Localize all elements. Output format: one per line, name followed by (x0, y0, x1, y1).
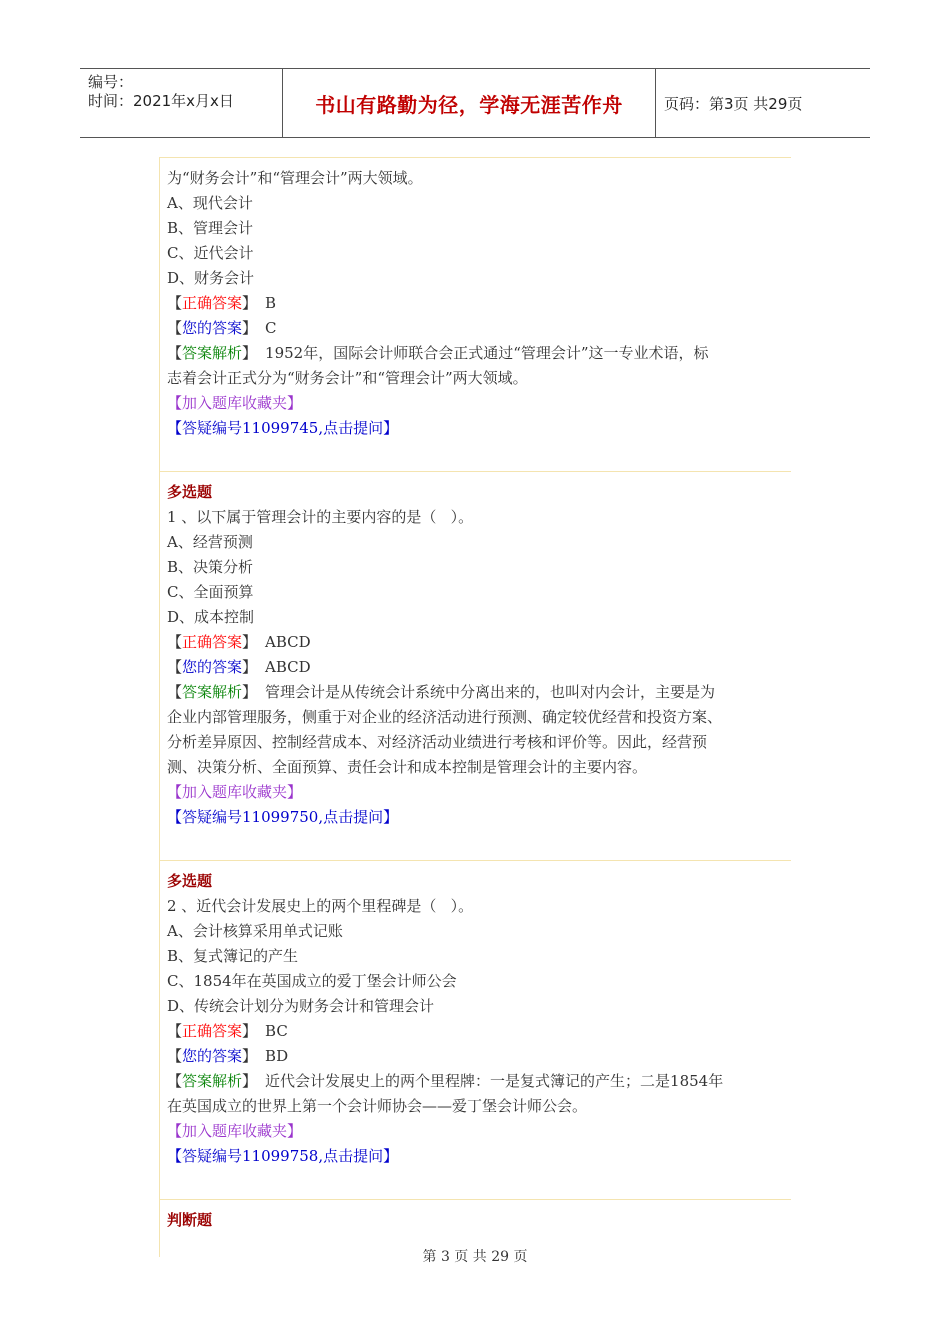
your-answer-row: 【您的答案】 C (167, 319, 277, 337)
correct-answer-label: 正确答案 (182, 294, 243, 312)
explanation-label: 答案解析 (182, 683, 243, 701)
option-c: C、1854年在英国成立的爱丁堡会计师公会 (167, 972, 457, 990)
ask-question-link[interactable]: 【答疑编号11099745,点击提问】 (167, 419, 399, 437)
explanation-row: 【答案解析】 管理会计是从传统会计系统中分离出来的，也叫对内会计，主要是为 (167, 683, 716, 701)
add-to-favorites-link[interactable]: 【加入题库收藏夹】 (167, 783, 303, 801)
explanation-text: 管理会计是从传统会计系统中分离出来的，也叫对内会计，主要是为 (265, 683, 716, 701)
your-answer-value: ABCD (265, 658, 311, 676)
page-header (80, 68, 870, 138)
your-answer-row: 【您的答案】 BD (167, 1047, 289, 1065)
option-d: D、财务会计 (167, 269, 255, 287)
option-b: B、复式簿记的产生 (167, 947, 299, 965)
option-b: B、决策分析 (167, 558, 254, 576)
explanation-text: 1952年，国际会计师联合会正式通过“管理会计”这一专业术语，标 (265, 344, 709, 362)
correct-answer-value: ABCD (265, 633, 311, 651)
add-to-favorites-link[interactable]: 【加入题库收藏夹】 (167, 1122, 303, 1140)
explanation-row: 【答案解析】 1952年，国际会计师联合会正式通过“管理会计”这一专业术语，标 (167, 344, 709, 362)
question-type: 多选题 (167, 483, 213, 501)
correct-answer-row: 【正确答案】 BC (167, 1022, 288, 1040)
question-block (160, 157, 791, 471)
option-b: B、管理会计 (167, 219, 254, 237)
correct-answer-value: BC (265, 1022, 288, 1040)
option-a: A、现代会计 (167, 194, 253, 212)
option-a: A、经营预测 (167, 533, 253, 551)
correct-answer-row: 【正确答案】 ABCD (167, 633, 311, 651)
correct-answer-value: B (265, 294, 277, 312)
correct-answer-row: 【正确答案】 B (167, 294, 277, 312)
your-answer-value: BD (265, 1047, 289, 1065)
question-type: 判断题 (167, 1211, 213, 1229)
explanation-row: 【答案解析】 近代会计发展史上的两个里程牌：一是复式簿记的产生；二是1854年 (167, 1072, 724, 1090)
time-label: 时间：2021年x月x日 (88, 92, 234, 110)
correct-answer-label: 正确答案 (182, 1022, 243, 1040)
ask-question-link[interactable]: 【答疑编号11099750,点击提问】 (167, 808, 399, 826)
explanation-label: 答案解析 (182, 1072, 243, 1090)
question-block (160, 471, 791, 860)
header-meta (88, 73, 234, 111)
option-d: D、成本控制 (167, 608, 255, 626)
page-footer: 第 3 页 共 29 页 (422, 1249, 528, 1265)
question-type: 多选题 (167, 872, 213, 890)
number-label: 编号： (88, 73, 134, 91)
question-list (159, 157, 791, 1257)
your-answer-value: C (265, 319, 277, 337)
your-answer-label: 您的答案 (182, 658, 243, 676)
option-d: D、传统会计划分为财务会计和管理会计 (167, 997, 435, 1015)
explanation-text: 志着会计正式分为“财务会计”和“管理会计”两大领域。 (167, 369, 528, 387)
question-text: 2 、近代会计发展史上的两个里程碑是（ ）。 (167, 897, 474, 915)
explanation-label: 答案解析 (182, 344, 243, 362)
option-a: A、会计核算采用单式记账 (167, 922, 343, 940)
question-block (160, 860, 791, 1199)
page-indicator: 页码：第3页 共29页 (664, 95, 803, 113)
question-block (160, 1199, 791, 1233)
ask-question-link[interactable]: 【答疑编号11099758,点击提问】 (167, 1147, 399, 1165)
your-answer-label: 您的答案 (182, 1047, 243, 1065)
explanation-text: 分析差异原因、控制经营成本、对经济活动业绩进行考核和评价等。因此，经营预 (167, 733, 708, 751)
question-text: 为“财务会计”和“管理会计”两大领域。 (167, 169, 423, 187)
option-c: C、近代会计 (167, 244, 254, 262)
your-answer-row: 【您的答案】 ABCD (167, 658, 311, 676)
explanation-text: 在英国成立的世界上第一个会计师协会——爱丁堡会计师公会。 (167, 1097, 588, 1115)
question-text: 1 、以下属于管理会计的主要内容的是（ ）。 (167, 508, 474, 526)
header-motto: 书山有路勤为径，学海无涯苦作舟 (282, 69, 656, 137)
option-c: C、全面预算 (167, 583, 254, 601)
add-to-favorites-link[interactable]: 【加入题库收藏夹】 (167, 394, 303, 412)
explanation-text: 企业内部管理服务，侧重于对企业的经济活动进行预测、确定较优经营和投资方案、 (167, 708, 723, 726)
correct-answer-label: 正确答案 (182, 633, 243, 651)
explanation-text: 近代会计发展史上的两个里程牌：一是复式簿记的产生；二是1854年 (265, 1072, 724, 1090)
explanation-text: 测、决策分析、全面预算、责任会计和成本控制是管理会计的主要内容。 (167, 758, 648, 776)
your-answer-label: 您的答案 (182, 319, 243, 337)
